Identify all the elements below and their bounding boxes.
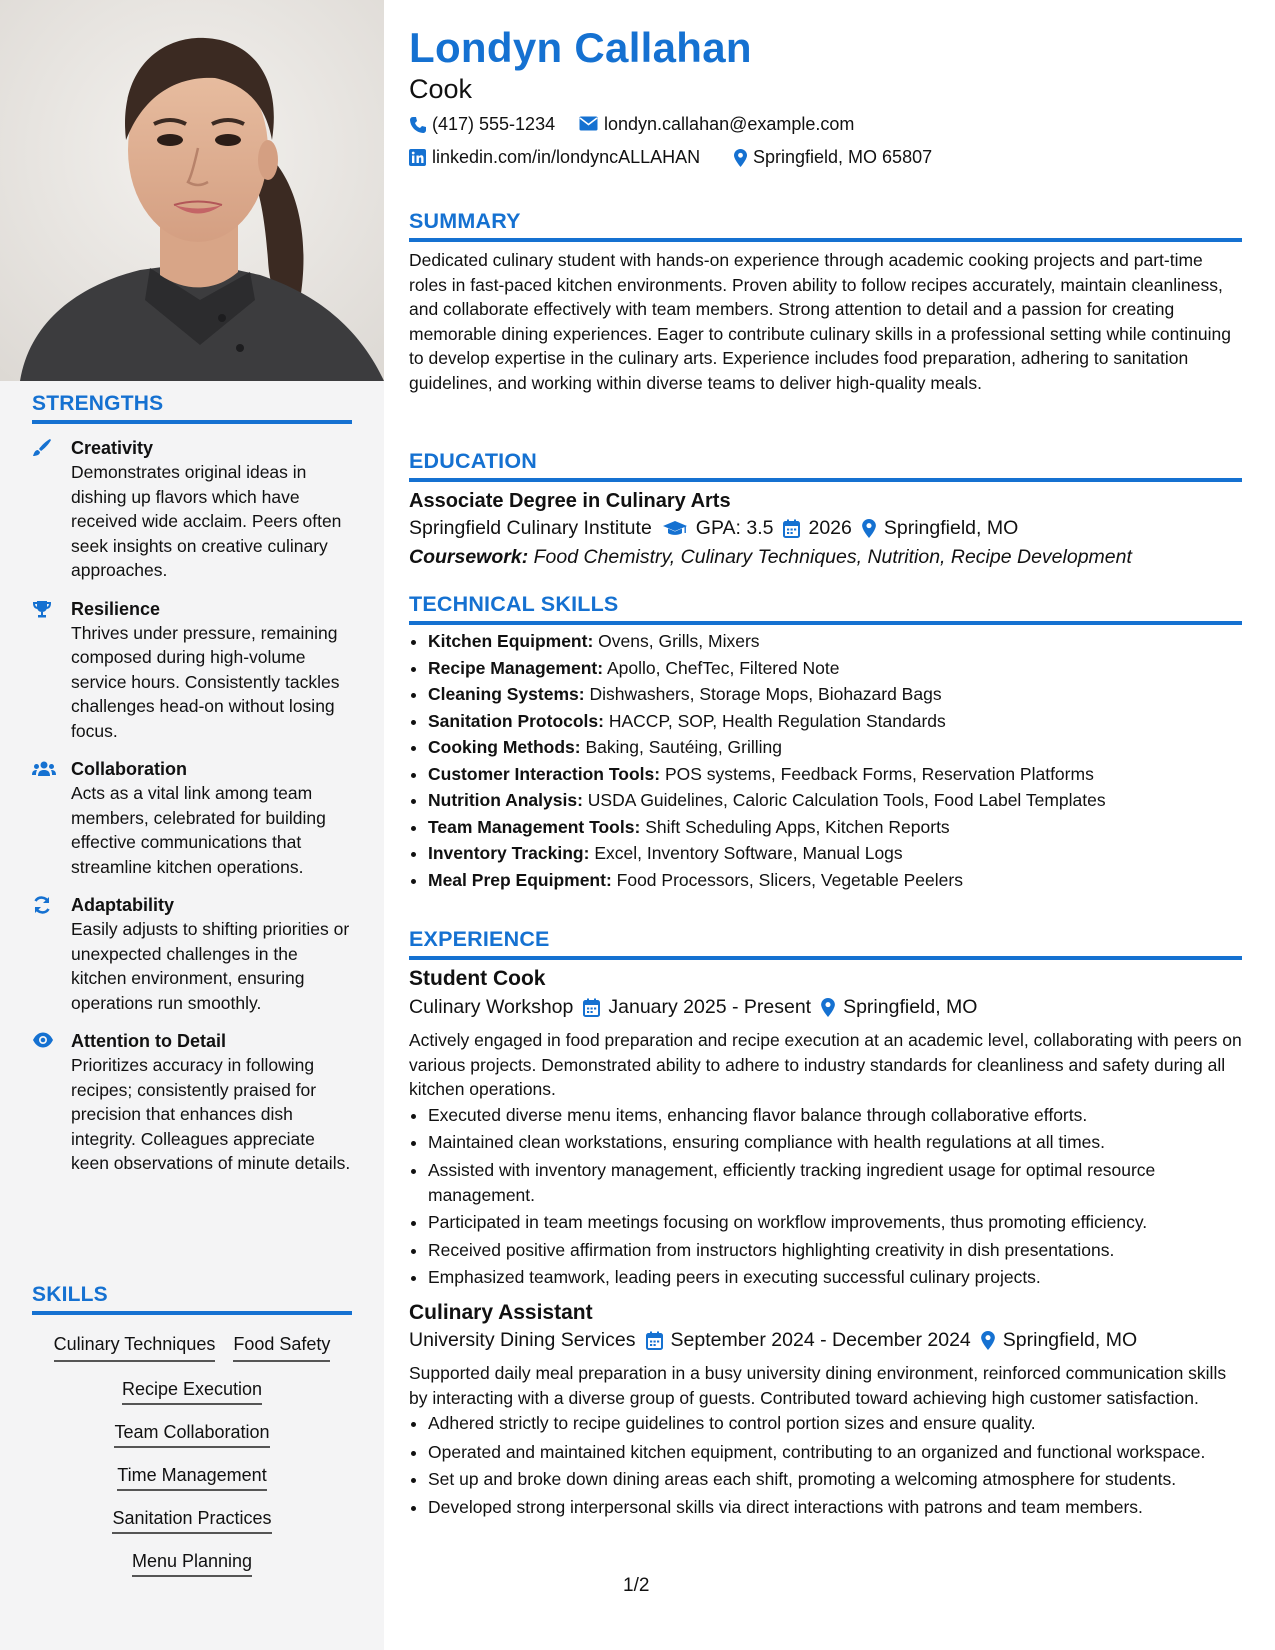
- list-item: [428, 655, 1242, 682]
- job-summary: Supported daily meal preparation in a busy university dining environment, reinforced communication skills by interacting with a diverse group of guests. Contributed toward achieving high customer satisfaction.: [409, 1363, 1227, 1408]
- gpa-text: GPA: 3.5: [695, 517, 774, 539]
- profile-photo: [0, 0, 384, 381]
- school-name: Springfield Culinary Institute: [409, 517, 652, 539]
- summary-text: Dedicated culinary student with hands-on experience through academic cooking projects and part-time roles in fast-paced kitchen environments. Proven ability to follow recipes accurately, maintain cleanliness, and collaborate effectively with team members. Strong attention to detail and a passion for creating memorable dining experiences. Eager to contribute culinary skills in a professional setting while continuing to develop expertise in the culinary arts. Experience includes food preparation, adhering to sanitation guidelines, and working within diverse teams to deliver high-quality meals.: [409, 250, 1231, 393]
- list-item: [428, 840, 1242, 867]
- sync-icon: [32, 895, 54, 915]
- skill-label: Meal Prep Equipment:: [428, 869, 612, 890]
- company-name: Culinary Workshop: [409, 996, 574, 1018]
- strength-desc: Easily adjusts to shifting priorities or unexpected challenges in the kitchen environment, ensuring operations run smoothly.: [71, 919, 350, 1013]
- experience-section: [409, 927, 1242, 1521]
- strength-item: [32, 1029, 352, 1176]
- skill-tag-label: Team Collaboration: [114, 1422, 269, 1448]
- calendar-icon: [583, 998, 600, 1017]
- list-item: [428, 787, 1242, 814]
- technical-skills-section: [409, 592, 1242, 893]
- job-summary: Actively engaged in food preparation and recipe execution at an academic level, collaborating with peers on various projects. Demonstrated ability to adhere to industry standards for cleanliness and safety during all kitchen operations.: [409, 1030, 1242, 1100]
- list-item: [428, 708, 1242, 735]
- graduation-cap-icon: [662, 520, 688, 538]
- skill-tag: Food Safety: [233, 1331, 330, 1362]
- list-item: [428, 681, 1242, 708]
- calendar-icon: [646, 1331, 663, 1350]
- education-section: [409, 449, 1242, 569]
- location-pin-icon: [734, 149, 748, 167]
- list-item: [428, 867, 1242, 894]
- skill-tag: Culinary Techniques: [54, 1331, 216, 1362]
- job-dates: September 2024 - December 2024: [670, 1329, 971, 1352]
- technical-skills-list: [409, 628, 1242, 893]
- skill-tag: [32, 1462, 352, 1491]
- list-item: • Emphasized teamwork, leading peers in executing successful culinary projects.: [428, 1264, 1242, 1291]
- skill-value: HACCP, SOP, Health Regulation Standards: [608, 710, 946, 731]
- school-location: Springfield, MO: [883, 517, 1019, 539]
- strength-item: [32, 597, 352, 744]
- strength-item: [32, 757, 352, 879]
- users-icon: [32, 759, 54, 779]
- job-meta: [409, 996, 1242, 1019]
- list-item: • Set up and broke down dining areas each shift, promoting a welcoming atmosphere for students.: [428, 1466, 1242, 1493]
- phone-text: (417) 555-1234: [432, 114, 556, 134]
- strength-name: Creativity: [71, 438, 154, 458]
- skill-label: Inventory Tracking:: [428, 843, 590, 863]
- strengths-section: [32, 392, 352, 1176]
- location-text: Springfield, MO 65807: [753, 147, 933, 167]
- experience-title: EXPERIENCE: [409, 927, 1242, 960]
- location-contact: [734, 147, 932, 168]
- phone-icon: [409, 116, 427, 134]
- job-bullets: [409, 1102, 1242, 1291]
- skill-value: Shift Scheduling Apps, Kitchen Reports: [645, 816, 950, 837]
- skills-title: SKILLS: [32, 1283, 352, 1315]
- job-entry: [409, 967, 1242, 1291]
- strength-desc: Demonstrates original ideas in dishing up flavors which have received wide acclaim. Peers often seek insights on creative culinary approaches.: [71, 462, 342, 580]
- skill-value: POS systems, Feedback Forms, Reservation Platforms: [664, 763, 1094, 784]
- skill-tag-label: Sanitation Practices: [112, 1508, 271, 1534]
- job-title: Student Cook: [409, 967, 546, 990]
- skill-tag: [32, 1548, 352, 1577]
- education-title: EDUCATION: [409, 449, 1242, 482]
- skill-label: Nutrition Analysis:: [428, 790, 583, 810]
- skill-tag-label: Time Management: [117, 1465, 266, 1491]
- job-dates: January 2025 - Present: [608, 996, 812, 1018]
- list-item: • Adhered strictly to recipe guidelines to control portion sizes and ensure quality.: [428, 1410, 1242, 1437]
- skill-label: Sanitation Protocols:: [428, 710, 604, 731]
- candidate-title: Cook: [409, 74, 473, 104]
- skill-tag: [32, 1376, 352, 1405]
- trophy-icon: [32, 599, 54, 619]
- location-pin-icon: [821, 998, 835, 1017]
- strength-desc: Prioritizes accuracy in following recipes; consistently praised for precision that enhances dish integrity. Colleagues appreciate keen observations of minute details.: [71, 1055, 351, 1173]
- list-item: [428, 761, 1242, 788]
- list-item: • Operated and maintained kitchen equipment, contributing to an organized and functional workspace.: [428, 1440, 1242, 1465]
- skill-value: Excel, Inventory Software, Manual Logs: [594, 843, 903, 863]
- strength-name: Adaptability: [71, 895, 175, 915]
- skill-value: Food Processors, Slicers, Vegetable Peelers: [616, 869, 963, 890]
- coursework-label: Coursework:: [409, 546, 529, 568]
- list-item: • Executed diverse menu items, enhancing flavor balance through collaborative efforts.: [428, 1102, 1242, 1129]
- education-meta: [409, 517, 1242, 540]
- strength-desc: Acts as a vital link among team members, celebrated for building effective communications that streamline kitchen operations.: [71, 783, 326, 877]
- job-location: Springfield, MO: [843, 996, 978, 1018]
- job-meta: [409, 1329, 1242, 1352]
- location-pin-icon: [981, 1331, 995, 1350]
- list-item: • Developed strong interpersonal skills via direct interactions with patrons and team members.: [428, 1494, 1242, 1521]
- skill-label: Team Management Tools:: [428, 816, 641, 837]
- linkedin-contact[interactable]: [409, 147, 700, 168]
- list-item: • Received positive affirmation from instructors highlighting creativity in dish presentations.: [428, 1237, 1242, 1264]
- job-title: Culinary Assistant: [409, 1301, 593, 1325]
- eye-icon: [32, 1031, 54, 1051]
- skill-tag-label: Recipe Execution: [122, 1379, 262, 1405]
- skill-value: Apollo, ChefTec, Filtered Note: [606, 657, 840, 678]
- calendar-icon: [783, 519, 800, 538]
- skill-label: Cooking Methods:: [428, 737, 581, 757]
- email-icon: [579, 116, 599, 134]
- skill-label: Kitchen Equipment:: [428, 631, 594, 651]
- skill-value: USDA Guidelines, Caloric Calculation Tools, Food Label Templates: [587, 790, 1106, 810]
- candidate-name: Londyn Callahan: [409, 24, 752, 71]
- degree-name: Associate Degree in Culinary Arts: [409, 490, 731, 512]
- email-text: londyn.callahan@example.com: [604, 114, 855, 134]
- list-item: • Participated in team meetings focusing on workflow improvements, thus promoting efficiency.: [428, 1209, 1242, 1236]
- summary-section: [409, 209, 1242, 396]
- list-item: [428, 814, 1242, 841]
- sidebar: [0, 0, 384, 1650]
- job-bullets: [409, 1410, 1242, 1520]
- strength-desc: Thrives under pressure, remaining composed during high-volume service hours. Consistently tackles challenges head-on without losing focus.: [71, 622, 340, 741]
- strength-name: Collaboration: [71, 759, 187, 779]
- linkedin-icon: [409, 149, 427, 167]
- linkedin-text: linkedin.com/in/londyncALLAHAN: [432, 147, 701, 167]
- coursework-list: Food Chemistry, Culinary Techniques, Nutrition, Recipe Development: [533, 546, 1132, 568]
- list-item: [428, 628, 1242, 655]
- email-contact[interactable]: [579, 114, 854, 135]
- skill-value: Dishwashers, Storage Mops, Biohazard Bags: [589, 684, 942, 704]
- skill-label: Cleaning Systems:: [428, 684, 585, 704]
- company-name: University Dining Services: [409, 1329, 636, 1352]
- list-item: • Assisted with inventory management, efficiently tracking ingredient usage for optimal resource management.: [428, 1158, 1242, 1207]
- skills-list: [32, 1331, 352, 1577]
- list-item: • Maintained clean workstations, ensuring compliance with health regulations at all times.: [428, 1129, 1242, 1156]
- coursework: [409, 546, 1242, 569]
- strength-item: [32, 436, 352, 583]
- phone-contact[interactable]: [409, 114, 555, 135]
- strengths-title: STRENGTHS: [32, 392, 352, 424]
- skills-section: [32, 1283, 352, 1577]
- skill-tag: [32, 1419, 352, 1448]
- graduation-year: 2026: [808, 517, 852, 539]
- strength-item: [32, 893, 352, 1015]
- skill-tag-label: Menu Planning: [132, 1551, 252, 1577]
- page-number: 1/2: [623, 1575, 650, 1596]
- paintbrush-icon: [32, 438, 54, 458]
- strength-name: Attention to Detail: [71, 1031, 226, 1051]
- skill-label: Recipe Management:: [428, 657, 604, 678]
- strength-name: Resilience: [71, 598, 161, 619]
- skill-value: Baking, Sautéing, Grilling: [585, 737, 782, 757]
- skill-value: Ovens, Grills, Mixers: [598, 631, 760, 651]
- technical-skills-title: TECHNICAL SKILLS: [409, 592, 1242, 625]
- list-item: [428, 734, 1242, 761]
- job-entry: [409, 1301, 1242, 1521]
- location-pin-icon: [862, 519, 876, 538]
- job-location: Springfield, MO: [1002, 1329, 1138, 1352]
- skill-label: Customer Interaction Tools:: [428, 763, 661, 784]
- summary-title: SUMMARY: [409, 209, 1242, 242]
- skill-tag: [32, 1505, 352, 1534]
